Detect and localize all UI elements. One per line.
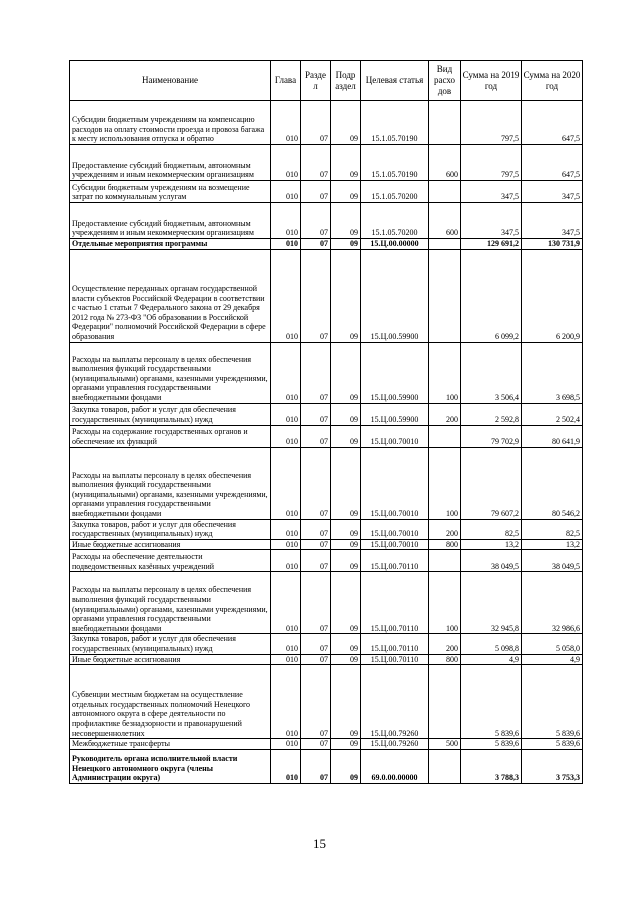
- cell-glava: 010: [271, 425, 301, 447]
- table-row: [70, 181, 583, 203]
- cell-name: Иные бюджетные ассигнования: [70, 654, 271, 665]
- cell-razdel: 07: [301, 203, 331, 239]
- cell-sum2020: 13,2: [522, 539, 583, 550]
- cell-sum2020: 5 058,0: [522, 634, 583, 654]
- cell-vid: 800: [429, 654, 461, 665]
- cell-razdel: 07: [301, 654, 331, 665]
- cell-podrazdel: 09: [331, 403, 361, 425]
- cell-razdel: 07: [301, 665, 331, 739]
- cell-statya: 69.0.00.00000: [361, 749, 429, 783]
- cell-podrazdel: 09: [331, 181, 361, 203]
- cell-sum2019: 82,5: [461, 519, 522, 539]
- cell-name: Расходы на содержание государственных органов и обеспечение их функций: [70, 425, 271, 447]
- cell-podrazdel: 09: [331, 249, 361, 342]
- table-row: [70, 634, 583, 654]
- cell-glava: 010: [271, 539, 301, 550]
- cell-podrazdel: 09: [331, 342, 361, 403]
- cell-vid: 100: [429, 342, 461, 403]
- cell-glava: 010: [271, 654, 301, 665]
- cell-vid: 200: [429, 634, 461, 654]
- cell-vid: [429, 249, 461, 342]
- cell-vid: 800: [429, 539, 461, 550]
- header-razdel: Разде л: [301, 61, 331, 101]
- cell-statya: 15.1.05.70190: [361, 101, 429, 145]
- cell-name: Иные бюджетные ассигнования: [70, 539, 271, 550]
- cell-razdel: 07: [301, 447, 331, 519]
- budget-table: [69, 60, 583, 784]
- cell-sum2020: 82,5: [522, 519, 583, 539]
- cell-razdel: 07: [301, 403, 331, 425]
- table-row: [70, 403, 583, 425]
- cell-glava: 010: [271, 447, 301, 519]
- cell-name: Межбюджетные трансферты: [70, 739, 271, 750]
- cell-sum2020: 647,5: [522, 101, 583, 145]
- cell-statya: 15.Ц.00.70010: [361, 425, 429, 447]
- cell-podrazdel: 09: [331, 239, 361, 250]
- cell-sum2020: 2 502,4: [522, 403, 583, 425]
- cell-razdel: 07: [301, 572, 331, 634]
- cell-name: Закупка товаров, работ и услуг для обеспечения государственных (муниципальных) нужд: [70, 519, 271, 539]
- cell-podrazdel: 09: [331, 739, 361, 750]
- cell-statya: 15.Ц.00.00000: [361, 239, 429, 250]
- cell-sum2020: 347,5: [522, 181, 583, 203]
- cell-sum2019: 5 839,6: [461, 739, 522, 750]
- cell-razdel: 07: [301, 425, 331, 447]
- table-row: [70, 101, 583, 145]
- cell-podrazdel: 09: [331, 654, 361, 665]
- cell-glava: 010: [271, 665, 301, 739]
- header-glava: Глава: [271, 61, 301, 101]
- cell-sum2019: 13,2: [461, 539, 522, 550]
- cell-glava: 010: [271, 101, 301, 145]
- cell-sum2020: 38 049,5: [522, 550, 583, 572]
- cell-sum2019: 4,9: [461, 654, 522, 665]
- cell-sum2019: 129 691,2: [461, 239, 522, 250]
- cell-sum2020: 647,5: [522, 145, 583, 181]
- cell-sum2020: 3 753,3: [522, 749, 583, 783]
- cell-glava: 010: [271, 403, 301, 425]
- cell-statya: 15.Ц.00.79260: [361, 665, 429, 739]
- cell-glava: 010: [271, 249, 301, 342]
- cell-name: Предоставление субсидий бюджетным, автономным учреждениям и иным некоммерческим организациям: [70, 203, 271, 239]
- cell-name: Субсидии бюджетным учреждениям на компенсацию расходов на оплату стоимости проезда и провоза багажа к месту использования отпуска и обратно: [70, 101, 271, 145]
- cell-glava: 010: [271, 749, 301, 783]
- cell-glava: 010: [271, 739, 301, 750]
- cell-vid: [429, 749, 461, 783]
- cell-vid: 200: [429, 403, 461, 425]
- table-row: [70, 749, 583, 783]
- cell-sum2020: 347,5: [522, 203, 583, 239]
- cell-sum2020: 80 641,9: [522, 425, 583, 447]
- cell-sum2019: 797,5: [461, 101, 522, 145]
- cell-sum2020: 80 546,2: [522, 447, 583, 519]
- table-row: [70, 342, 583, 403]
- table-row: [70, 203, 583, 239]
- cell-glava: 010: [271, 342, 301, 403]
- cell-name: Руководитель органа исполнительной власти Ненецкого автономного округа (члены Администрации округа): [70, 749, 271, 783]
- table-row: [70, 145, 583, 181]
- cell-vid: [429, 550, 461, 572]
- cell-sum2019: 32 945,8: [461, 572, 522, 634]
- cell-sum2019: 797,5: [461, 145, 522, 181]
- cell-vid: [429, 425, 461, 447]
- cell-glava: 010: [271, 203, 301, 239]
- cell-name: Закупка товаров, работ и услуг для обеспечения государственных (муниципальных) нужд: [70, 634, 271, 654]
- cell-name: Расходы на выплаты персоналу в целях обеспечения выполнения функций государственными (муниципальными) органами, казенными учреждениями, органами управления государственными внебюджетными фондами: [70, 447, 271, 519]
- cell-vid: 600: [429, 145, 461, 181]
- cell-sum2019: 347,5: [461, 203, 522, 239]
- cell-vid: [429, 101, 461, 145]
- cell-razdel: 07: [301, 342, 331, 403]
- cell-glava: 010: [271, 239, 301, 250]
- cell-vid: 500: [429, 739, 461, 750]
- cell-podrazdel: 09: [331, 425, 361, 447]
- cell-sum2019: 79 702,9: [461, 425, 522, 447]
- cell-razdel: 07: [301, 749, 331, 783]
- cell-statya: 15.Ц.00.70010: [361, 447, 429, 519]
- cell-name: Предоставление субсидий бюджетным, автономным учреждениям и иным некоммерческим организациям: [70, 145, 271, 181]
- cell-name: Расходы на обеспечение деятельности подведомственных казённых учреждений: [70, 550, 271, 572]
- cell-glava: 010: [271, 145, 301, 181]
- cell-statya: 15.Ц.00.59900: [361, 249, 429, 342]
- cell-statya: 15.Ц.00.70010: [361, 539, 429, 550]
- cell-glava: 010: [271, 519, 301, 539]
- table-row: [70, 447, 583, 519]
- cell-vid: 100: [429, 572, 461, 634]
- cell-glava: 010: [271, 550, 301, 572]
- cell-name: Отдельные мероприятия программы: [70, 239, 271, 250]
- table-row: [70, 239, 583, 250]
- cell-statya: 15.Ц.00.70110: [361, 634, 429, 654]
- cell-sum2020: 3 698,5: [522, 342, 583, 403]
- cell-sum2020: 130 731,9: [522, 239, 583, 250]
- cell-name: Расходы на выплаты персоналу в целях обеспечения выполнения функций государственными (муниципальными) органами, казенными учреждениями, органами управления государственными внебюджетными фондами: [70, 572, 271, 634]
- cell-sum2020: 32 986,6: [522, 572, 583, 634]
- table-row: [70, 519, 583, 539]
- page-number: 15: [313, 836, 326, 851]
- table-row: [70, 425, 583, 447]
- cell-sum2019: 347,5: [461, 181, 522, 203]
- cell-name: Расходы на выплаты персоналу в целях обеспечения выполнения функций государственными (муниципальными) органами, казенными учреждениями, органами управления государственными внебюджетными фондами: [70, 342, 271, 403]
- cell-sum2019: 5 098,8: [461, 634, 522, 654]
- cell-sum2019: 5 839,6: [461, 665, 522, 739]
- cell-razdel: 07: [301, 249, 331, 342]
- cell-sum2020: 6 200,9: [522, 249, 583, 342]
- table-row: [70, 739, 583, 750]
- cell-sum2019: 79 607,2: [461, 447, 522, 519]
- cell-name: Закупка товаров, работ и услуг для обеспечения государственных (муниципальных) нужд: [70, 403, 271, 425]
- table-row: [70, 249, 583, 342]
- cell-glava: 010: [271, 572, 301, 634]
- cell-name: Осуществление переданных органам государственной власти субъектов Российской Федерации в соответствии с частью 1 статьи 7 Федерального закона от 29 декабря 2012 года № 273-ФЗ "Об образовании в Российской Федерации" полномочий Российской Федерации в сфере образования: [70, 249, 271, 342]
- cell-razdel: 07: [301, 181, 331, 203]
- header-name: Наименование: [70, 61, 271, 101]
- header-sum2020: Сумма на 2020 год: [522, 61, 583, 101]
- cell-razdel: 07: [301, 539, 331, 550]
- cell-statya: 15.Ц.00.70110: [361, 550, 429, 572]
- cell-podrazdel: 09: [331, 101, 361, 145]
- cell-podrazdel: 09: [331, 539, 361, 550]
- cell-vid: 200: [429, 519, 461, 539]
- cell-razdel: 07: [301, 519, 331, 539]
- header-statya: Целевая статья: [361, 61, 429, 101]
- header-vid: Вид расхо дов: [429, 61, 461, 101]
- cell-statya: 15.1.05.70200: [361, 181, 429, 203]
- cell-vid: [429, 665, 461, 739]
- cell-vid: [429, 181, 461, 203]
- cell-vid: 600: [429, 203, 461, 239]
- cell-statya: 15.Ц.00.70010: [361, 519, 429, 539]
- cell-podrazdel: 09: [331, 519, 361, 539]
- cell-statya: 15.Ц.00.70110: [361, 572, 429, 634]
- cell-vid: 100: [429, 447, 461, 519]
- cell-sum2019: 3 506,4: [461, 342, 522, 403]
- cell-statya: 15.Ц.00.59900: [361, 342, 429, 403]
- cell-podrazdel: 09: [331, 447, 361, 519]
- cell-statya: 15.Ц.00.79260: [361, 739, 429, 750]
- cell-statya: 15.Ц.00.59900: [361, 403, 429, 425]
- table-row: [70, 665, 583, 739]
- header-row: [70, 61, 583, 101]
- cell-sum2020: 4,9: [522, 654, 583, 665]
- cell-sum2019: 38 049,5: [461, 550, 522, 572]
- cell-razdel: 07: [301, 145, 331, 181]
- table-row: [70, 572, 583, 634]
- cell-podrazdel: 09: [331, 145, 361, 181]
- table-row: [70, 550, 583, 572]
- cell-razdel: 07: [301, 550, 331, 572]
- cell-podrazdel: 09: [331, 203, 361, 239]
- cell-statya: 15.1.05.70200: [361, 203, 429, 239]
- cell-glava: 010: [271, 634, 301, 654]
- cell-podrazdel: 09: [331, 634, 361, 654]
- cell-sum2019: 6 099,2: [461, 249, 522, 342]
- table-row: [70, 539, 583, 550]
- cell-podrazdel: 09: [331, 572, 361, 634]
- header-podrazdel: Подр аздел: [331, 61, 361, 101]
- cell-razdel: 07: [301, 239, 331, 250]
- cell-podrazdel: 09: [331, 550, 361, 572]
- header-sum2019: Сумма на 2019 год: [461, 61, 522, 101]
- cell-vid: [429, 239, 461, 250]
- cell-razdel: 07: [301, 101, 331, 145]
- cell-name: Субсидии бюджетным учреждениям на возмещение затрат по коммунальным услугам: [70, 181, 271, 203]
- cell-razdel: 07: [301, 634, 331, 654]
- cell-podrazdel: 09: [331, 749, 361, 783]
- cell-statya: 15.1.05.70190: [361, 145, 429, 181]
- cell-podrazdel: 09: [331, 665, 361, 739]
- cell-statya: 15.Ц.00.70110: [361, 654, 429, 665]
- cell-sum2019: 3 788,3: [461, 749, 522, 783]
- cell-sum2020: 5 839,6: [522, 665, 583, 739]
- cell-glava: 010: [271, 181, 301, 203]
- cell-sum2019: 2 592,8: [461, 403, 522, 425]
- cell-name: Субвенции местным бюджетам на осуществление отдельных государственных полномочий Ненецкого автономного округа в сфере деятельности по профилактике безнадзорности и правонарушений несовершеннолетних: [70, 665, 271, 739]
- cell-sum2020: 5 839,6: [522, 739, 583, 750]
- cell-razdel: 07: [301, 739, 331, 750]
- table-row: [70, 654, 583, 665]
